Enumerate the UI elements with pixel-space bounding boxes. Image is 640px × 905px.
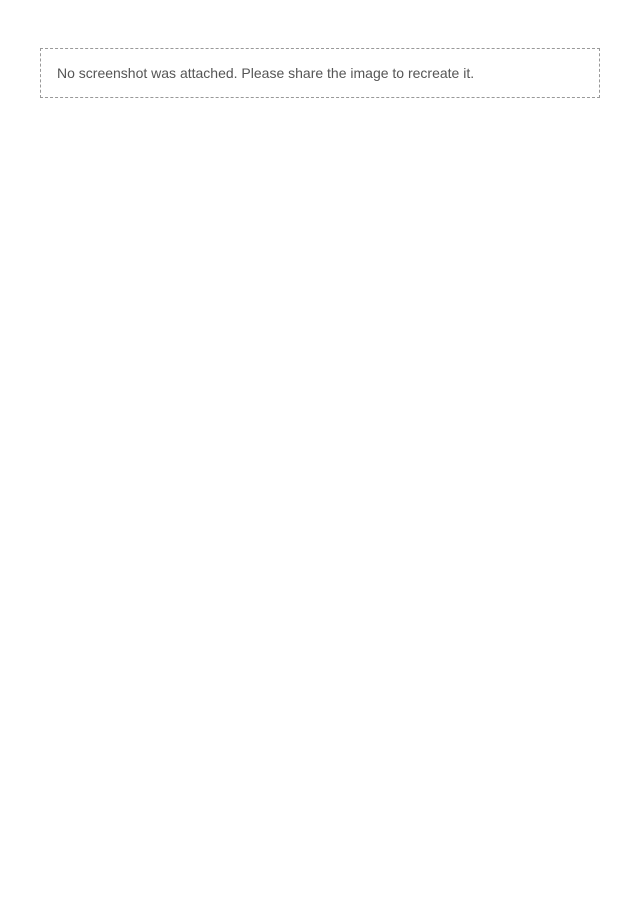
missing-image-notice: No screenshot was attached. Please share the image to recreate it. xyxy=(40,48,600,98)
